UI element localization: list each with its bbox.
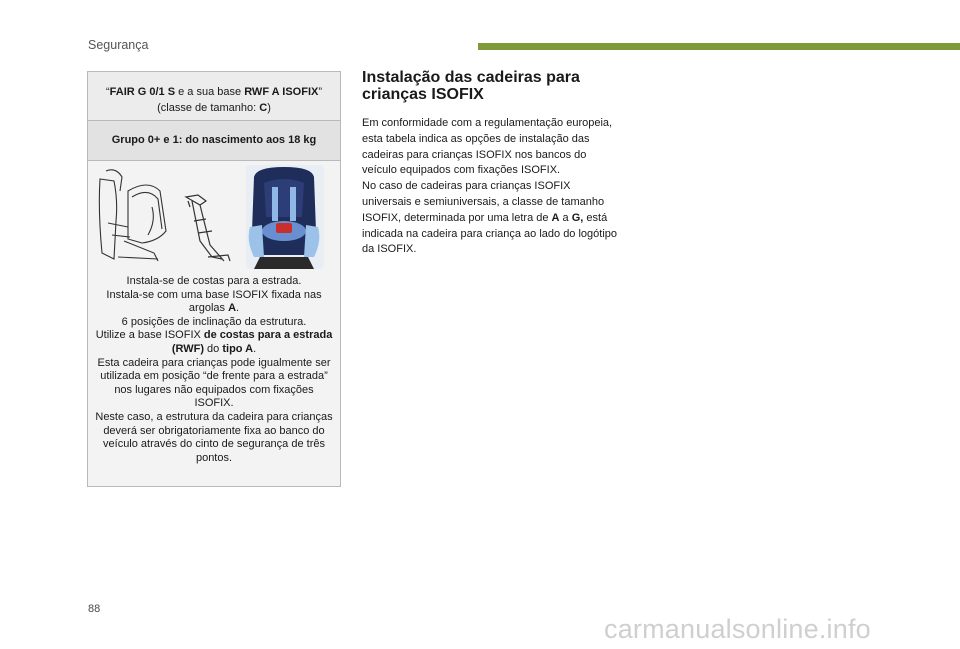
use-base-text: Utilize a base ISOFIX <box>95 329 204 342</box>
seat-model-header <box>88 72 340 121</box>
letter-connector: a <box>559 211 572 224</box>
rwf-label: de costas para a estrada (RWF) <box>171 329 333 355</box>
instruction-base-rings <box>94 289 334 316</box>
watermark: carmanualsonline.info <box>604 614 871 644</box>
paragraph-size-class <box>362 179 620 258</box>
type-label: tipo A <box>222 342 254 355</box>
size-class-close: ) <box>267 102 271 114</box>
use-base-connector: do <box>204 342 223 355</box>
size-class-text-end: está indicada na cadeira para criança ao lado do logótipo da ISOFIX. <box>362 211 618 256</box>
section-heading: Instalação das cadeiras para crianças ISOFIX <box>362 69 580 103</box>
isofix-base-icon <box>186 195 230 261</box>
size-class-label: (classe de tamanho: <box>157 102 260 114</box>
instruction-forward-facing: Esta cadeira para crianças pode igualmente ser utilizada em posição “de frente para a estrada” nos lugares não equipados com fixações ISOFIX. <box>97 356 331 410</box>
isofix-seat-card <box>87 71 341 487</box>
instruction-seatbelt: Neste caso, a estrutura da cadeira para crianças deverá ser obrigatoriamente fixa ao banco do veículo através do cinto de segurança de três pontos. <box>95 410 333 464</box>
weight-group-row: Grupo 0+ e 1: do nascimento aos 18 kg <box>88 121 340 161</box>
instruction-period: . <box>236 302 240 315</box>
seat-instructions <box>88 271 340 465</box>
quote-close: ” <box>318 86 323 98</box>
size-class-line <box>88 100 340 116</box>
quote-open: “ <box>105 86 110 98</box>
section-accent-bar <box>478 43 960 50</box>
letter-g: G, <box>571 211 584 224</box>
ring-letter: A <box>228 302 237 315</box>
section-body <box>362 116 620 258</box>
instruction-base-text: Instala-se com uma base ISOFIX fixada nas argolas <box>106 288 322 315</box>
seat-model-name: FAIR G 0/1 S <box>109 86 176 98</box>
instruction-rear-facing: Instala-se de costas para a estrada. <box>126 275 302 287</box>
seat-images <box>88 161 340 271</box>
page-number: 88 <box>88 603 101 615</box>
isofix-install-section <box>362 69 620 258</box>
child-seat-photo <box>246 165 324 269</box>
seat-base-name: RWF A ISOFIX <box>244 86 319 98</box>
seat-model-connector: e a sua base <box>175 86 245 98</box>
instruction-recline: 6 posições de inclinação da estrutura. <box>121 315 307 328</box>
paragraph-regulation: Em conformidade com a regulamentação europeia, esta tabela indica as opções de instalação das cadeiras para crianças ISOFIX nos bancos do veículo equipados com fixações ISOFIX. <box>362 117 613 177</box>
seat-diagram-icon <box>99 170 166 261</box>
size-class-text: No caso de cadeiras para crianças ISOFIX universais e semiuniversais, a classe de tamanho ISOFIX, determinada por uma letra de <box>362 180 605 224</box>
letter-a: A <box>551 211 560 224</box>
section-title: Segurança <box>88 38 149 52</box>
size-class-value: C <box>259 102 268 114</box>
seat-model-line <box>88 84 340 100</box>
instruction-use-base <box>94 329 334 356</box>
use-base-period: . <box>253 342 257 355</box>
